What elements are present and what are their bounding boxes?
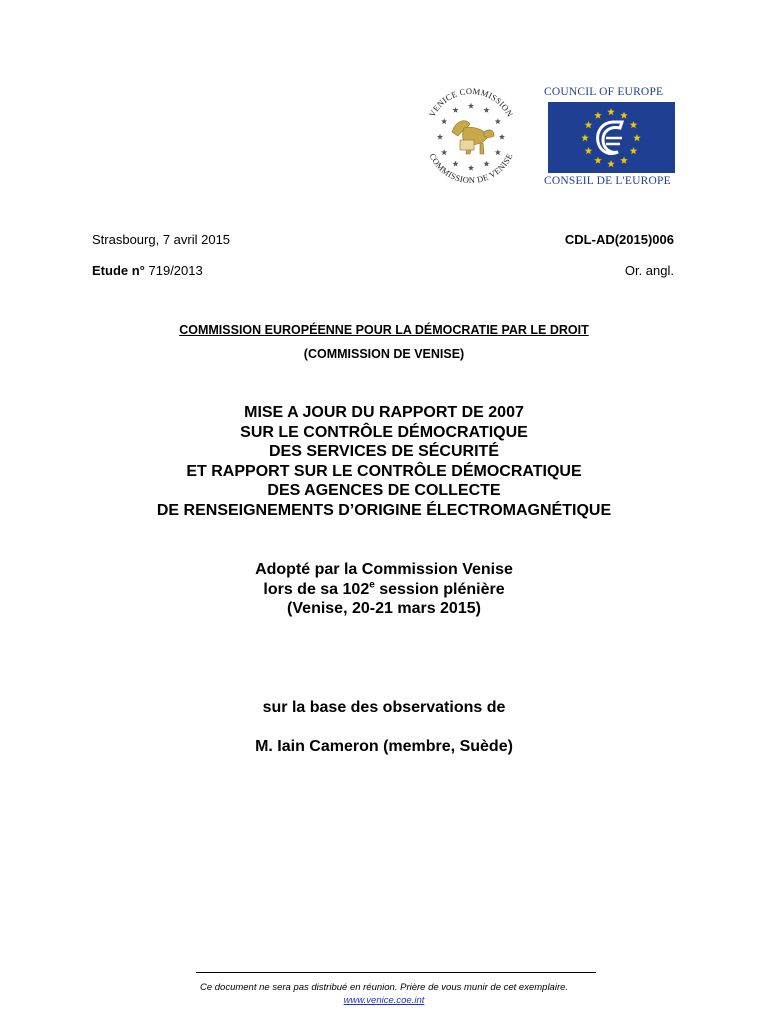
ordinal-suffix: e (369, 579, 375, 591)
title-line: DES SERVICES DE SÉCURITÉ (269, 443, 499, 460)
venice-star-icon (468, 165, 474, 171)
venice-star-icon (437, 134, 443, 140)
title-line: ET RAPPORT SUR LE CONTRÔLE DÉMOCRATIQUE (186, 462, 582, 480)
council-of-europe-flag-icon (548, 102, 675, 173)
title-line: DES AGENCES DE COLLECTE (267, 482, 501, 499)
venice-star-icon (495, 118, 501, 124)
original-language: Or. angl. (624, 263, 674, 278)
winged-lion-seal-icon (418, 82, 524, 188)
svg-text:VENICE COMMISSION (427, 86, 515, 119)
footer-divider (196, 972, 596, 973)
study-number-value: 719/2013 (148, 263, 203, 278)
document-reference: CDL-AD(2015)006 (564, 232, 674, 247)
venice-star-icon (441, 149, 447, 155)
coe-top-text: COUNCIL OF EUROPE (544, 86, 664, 98)
study-label: Etude n° (92, 263, 145, 278)
place-date: Strasbourg, 7 avril 2015 (92, 232, 231, 247)
venice-star-icon (495, 149, 501, 155)
adoption-line-2 (0, 580, 768, 600)
title-line: SUR LE CONTRÔLE DÉMOCRATIQUE (240, 423, 528, 441)
adoption-statement (0, 560, 768, 619)
footer-link[interactable] (0, 995, 768, 1006)
venice-star-icon (468, 103, 474, 109)
commission-short-name: (COMMISSION DE VENISE) (303, 347, 465, 361)
title-line: MISE A JOUR DU RAPPORT DE 2007 (244, 404, 524, 421)
venice-arc-bottom-text: COMMISSION DE VENISE (427, 151, 515, 186)
venice-commission-logo (418, 82, 524, 188)
venice-star-icon (452, 161, 458, 167)
study-number (92, 263, 203, 278)
session-type: session plénière (374, 580, 505, 598)
council-of-europe-logo (544, 86, 676, 190)
document-title (0, 403, 768, 520)
title-line: DE RENSEIGNEMENTS D’ORIGINE ÉLECTROMAGNÉTIQUE (156, 501, 612, 519)
venice-star-icon (441, 118, 447, 124)
observations-intro: sur la base des observations de (262, 699, 506, 716)
rapporteur: M. Iain Cameron (membre, Suède) (255, 738, 513, 755)
footer-note: Ce document ne sera pas distribué en réunion. Prière de vous munir de cet exemplaire. (199, 982, 569, 993)
session-number: lors de sa 102 (263, 580, 370, 598)
adoption-line-3: (Venise, 20-21 mars 2015) (287, 600, 481, 617)
venice-arc-top-text: VENICE COMMISSION (426, 85, 516, 119)
venice-star-icon (499, 134, 505, 140)
commission-name: COMMISSION EUROPÉENNE POUR LA DÉMOCRATIE PAR LE DROIT (179, 323, 589, 337)
venice-star-icon (483, 161, 489, 167)
venice-star-icon (483, 107, 489, 113)
coe-bottom-text: CONSEIL DE L'EUROPE (544, 175, 671, 187)
venice-star-icon (452, 107, 458, 113)
footer-link-text[interactable]: www.venice.coe.int (343, 995, 425, 1006)
adoption-line-1: Adopté par la Commission Venise (255, 561, 513, 578)
